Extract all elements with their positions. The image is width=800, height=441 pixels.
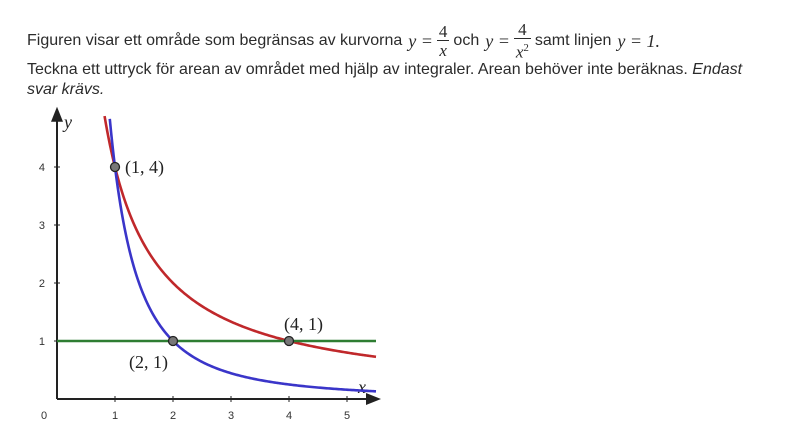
point-label: (2, 1) xyxy=(129,352,168,372)
intersection-point xyxy=(285,337,294,346)
origin-label: 0 xyxy=(40,410,48,422)
equation-2-den-base: x xyxy=(515,42,524,62)
x-tick-label: 4 xyxy=(285,410,293,422)
question-note-end: svar krävs. xyxy=(27,81,105,98)
conjunction: och xyxy=(453,32,480,49)
equation-2-lhs: y = xyxy=(485,31,510,51)
curve-4-over-x xyxy=(105,116,376,357)
question-mid-text: samt linjen xyxy=(534,32,612,49)
y-tick-label: 1 xyxy=(38,336,45,348)
x-tick-label: 3 xyxy=(227,410,235,422)
equation-2-numerator: 4 xyxy=(518,20,527,40)
x-tick-label: 5 xyxy=(343,410,351,422)
equation-2-den-exponent: 2 xyxy=(523,42,529,55)
y-axis-arrow xyxy=(51,107,63,122)
y-tick-label: 3 xyxy=(38,220,45,232)
y-tick-label: 4 xyxy=(38,162,45,174)
equation-3: y = 1. xyxy=(617,31,661,51)
x-tick-label: 2 xyxy=(169,410,177,422)
equation-1-numerator: 4 xyxy=(438,22,448,41)
y-axis-label: y xyxy=(64,111,72,132)
axes xyxy=(39,107,381,422)
question-intro: Figuren visar ett område som begränsas av kurvorna xyxy=(27,32,403,49)
curves xyxy=(57,116,376,391)
intersection-point xyxy=(111,163,120,172)
question-instruction: Teckna ett uttryck för arean av området med hjälp av integraler. Arean behöver inte beräknas. xyxy=(27,61,688,78)
point-label: (4, 1) xyxy=(284,314,323,334)
intersection-point xyxy=(169,337,178,346)
x-tick-label: 1 xyxy=(111,410,119,422)
x-axis-label: x xyxy=(358,377,366,397)
question-note-start: Endast xyxy=(692,61,743,78)
equation-1-lhs: y = xyxy=(408,31,433,51)
point-label: (1, 4) xyxy=(125,157,164,177)
y-tick-label: 2 xyxy=(38,278,45,290)
x-axis-arrow xyxy=(366,393,381,405)
equation-1-denominator: x xyxy=(439,41,447,60)
